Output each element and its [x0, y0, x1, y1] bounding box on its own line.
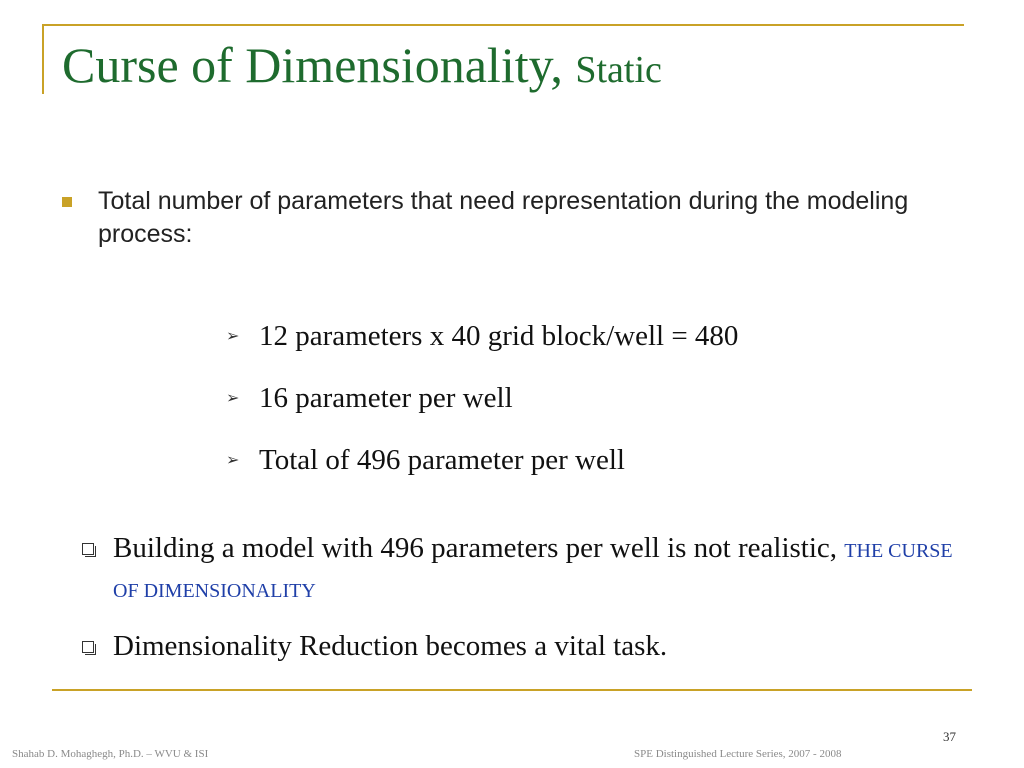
box-bullet-main-text: Dimensionality Reduction becomes a vital task. [113, 630, 668, 662]
sub-bullet-list [226, 316, 738, 502]
box-bullet-text [113, 530, 962, 610]
title-subtitle: Static [575, 49, 662, 91]
box-bullet-main-text: Building a model with 496 parameters per well is not realistic, [113, 532, 838, 564]
box-bullet-item [82, 628, 962, 665]
slide-title [62, 38, 662, 93]
arrowhead-bullet-icon: ➢ [226, 388, 240, 407]
curse-emphasis-text: THE CURSE OF DIMENSIONALITY [113, 540, 953, 602]
shadowed-box-bullet-icon [82, 641, 94, 653]
title-text: Curse of Dimensionality, [62, 37, 563, 93]
main-bullet-point [62, 185, 962, 251]
page-number: 37 [943, 729, 956, 744]
sub-bullet-item [226, 316, 738, 378]
square-bullet-icon [62, 197, 72, 207]
sub-bullet-text: Total of 496 parameter per well [259, 444, 625, 476]
sub-bullet-text: 12 parameters x 40 grid block/well = 480 [259, 320, 739, 352]
box-bullet-text [113, 628, 962, 665]
sub-bullet-item [226, 440, 738, 502]
footer-author: Shahab D. Mohaghegh, Ph.D. – WVU & ISI [12, 748, 209, 760]
main-bullet-text: Total number of parameters that need representation during the modeling process: [98, 187, 909, 248]
box-bullet-item [82, 530, 962, 610]
bottom-border-line [52, 689, 972, 691]
sub-bullet-text: 16 parameter per well [259, 382, 513, 414]
top-border-line [42, 24, 964, 26]
left-border-line [42, 24, 44, 94]
arrowhead-bullet-icon: ➢ [226, 326, 240, 345]
shadowed-box-bullet-icon [82, 543, 94, 555]
footer-series: SPE Distinguished Lecture Series, 2007 - 2008 [634, 748, 842, 760]
arrowhead-bullet-icon: ➢ [226, 450, 240, 469]
sub-bullet-item [226, 378, 738, 440]
box-bullet-list [82, 530, 962, 683]
